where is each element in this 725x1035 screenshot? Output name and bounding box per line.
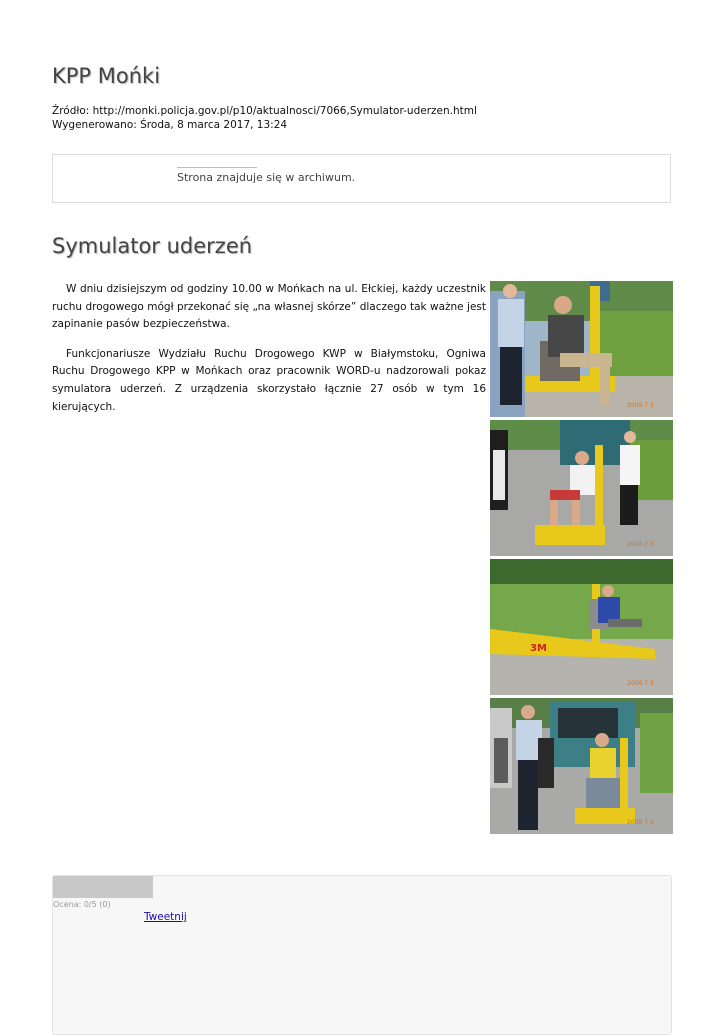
- rating-stars-bar[interactable]: [53, 876, 153, 898]
- gallery-photo[interactable]: [490, 559, 673, 695]
- tweet-link[interactable]: Tweetnij: [144, 911, 187, 923]
- archive-notice: Strona znajduje się w archiwum.: [177, 171, 356, 184]
- article-paragraph: Funkcjonariusze Wydziału Ruchu Drogowego KWP w Białymstoku, Ogniwa Ruchu Drogowego KPP w Mońkach oraz pracownik WORD-u nadzorowali pokaz symulatora uderzeń. Z urządzenia skorzystało łącznie 27 osób w tym 16 kierujących.: [52, 347, 486, 413]
- gallery-photo[interactable]: [490, 420, 673, 556]
- source-url: Źródło: http://monki.policja.gov.pl/p10/aktualnosci/7066,Symulator-uderzen.html: [52, 105, 477, 117]
- archive-divider: [177, 167, 257, 168]
- photo-gallery: [490, 281, 673, 837]
- 3m-logo: 3M: [530, 643, 547, 654]
- photo-timestamp: 2008 7 3: [627, 680, 654, 687]
- rating-text: Ocena: 0/5 (0): [53, 900, 111, 909]
- document-meta: [52, 104, 477, 132]
- gallery-photo[interactable]: [490, 698, 673, 834]
- site-title: KPP Mońki: [52, 64, 161, 88]
- photo-timestamp: 2008 7 3: [627, 541, 654, 548]
- generated-date: Wygenerowano: Środa, 8 marca 2017, 13:24: [52, 119, 288, 131]
- gallery-photo[interactable]: [490, 281, 673, 417]
- photo-timestamp: 2008 7 3: [627, 402, 654, 409]
- photo-timestamp: 2008 7 3: [627, 819, 654, 826]
- footer-box: [52, 875, 672, 1035]
- archive-notice-box: [52, 154, 671, 203]
- article-title: Symulator uderzeń: [52, 234, 253, 258]
- article-body: [52, 281, 486, 428]
- article-paragraph: W dniu dzisiejszym od godziny 10.00 w Mońkach na ul. Ełckiej, każdy uczestnik ruchu drogowego mógł przekonać się „na własnej skórze” dlaczego tak ważne jest zapinanie pasów bezpieczeństwa.: [52, 283, 486, 331]
